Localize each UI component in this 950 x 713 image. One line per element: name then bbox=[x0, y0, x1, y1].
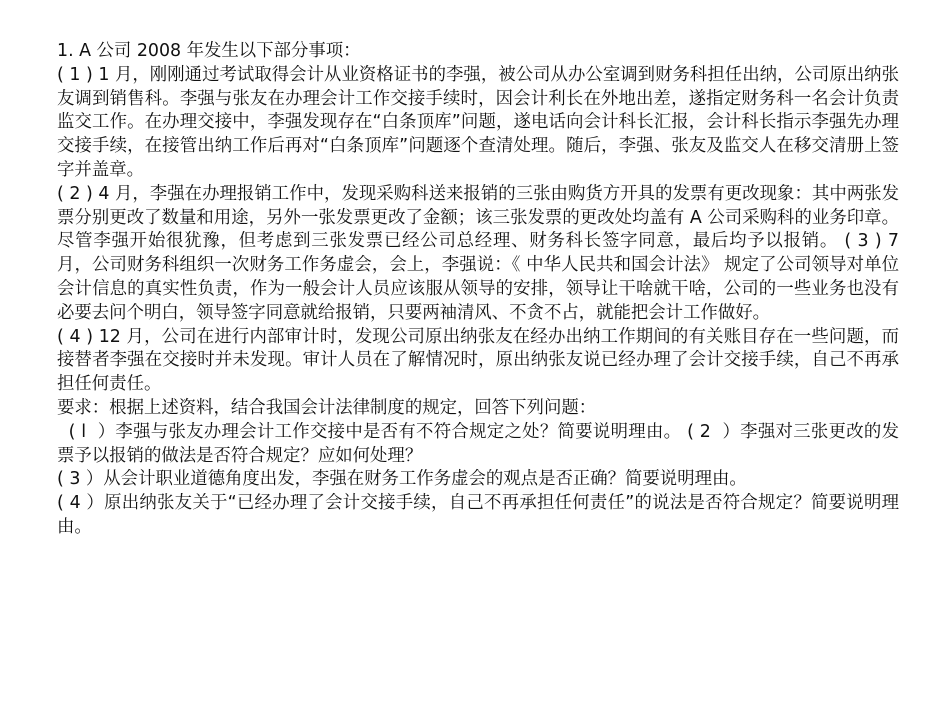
question-title: 1. A 公司 2008 年发生以下部分事项： bbox=[57, 41, 361, 61]
question-1-2: ( l ）李强与张友办理会计工作交接中是否有不符合规定之处？简要说明理由。 ( 2 ）李强对三张更改的发票予以报销的做法是否符合规定？应如何处理？ bbox=[57, 421, 900, 466]
question-4: ( 4 ）原出纳张友关于“已经办理了会计交接手续，自己不再承担任何责任”的说法是否符合规定？简要说明理由。 bbox=[57, 493, 899, 537]
requirements-heading: 要求：根据上述资料，结合我国会计法律制度的规定，回答下列问题： bbox=[57, 397, 597, 418]
item-4-paragraph: ( 4 ) 12 月，公司在进行内部审计时，发现公司原出纳张友在经办出纳工作期间的有关账目存在一些问题，而接替者李强在交接时并未发现。审计人员在了解情况时，原出纳张友说已经办理了会计交接手续，自己不再承担任何责任。 bbox=[57, 326, 899, 395]
item-1-paragraph: ( 1 ) 1 月，刚刚通过考试取得会计从业资格证书的李强，被公司从办公室调到财务科担任出纳，公司原出纳张友调到销售科。李强与张友在办理会计工作交接手续时，因会计利长在外地出差，遂指定财务科一名会计负责监交工作。在办理交接中，李强发现存在“白条顶库”问题，遂电话向会计科长汇报，会计科长指示李强先办理交接手续，在接管出纳工作后再对“白条顶库”问题逐个查清处理。随后，李强、张友及监交人在移交清册上签字并盖章。 bbox=[57, 64, 899, 180]
question-3: ( 3 ）从会计职业道德角度出发，李强在财务工作务虚会的观点是否正确？简要说明理由。 bbox=[57, 469, 747, 490]
item-2-3-paragraph: ( 2 ) 4 月，李强在办理报销工作中，发现采购科送来报销的三张由购货方开具的发票有更改现象：其中两张发票分别更改了数量和用途，另外一张发票更改了金额；该三张发票的更改处均盖有 A 公司采购科的业务印章。尽管李强开始很犹豫，但考虑到三张发票已经公司总经理、财务科长签字同意，最后均予以报销。 ( 3 ) 7 月，公司财务科组织一次财务工作务虚会，会上，李强说：《 中华人民共和国会计法》 规定了公司领导对单位会计信息的真实性负责，作为一般会计人员应该服从领导的安排，领导让干啥就干啥，公司的一些业务也没有必要去问个明白，领导签字同意就给报销，只要两袖清风、不贪不占，就能把会计工作做好。 bbox=[57, 183, 899, 323]
document-body bbox=[57, 40, 899, 540]
